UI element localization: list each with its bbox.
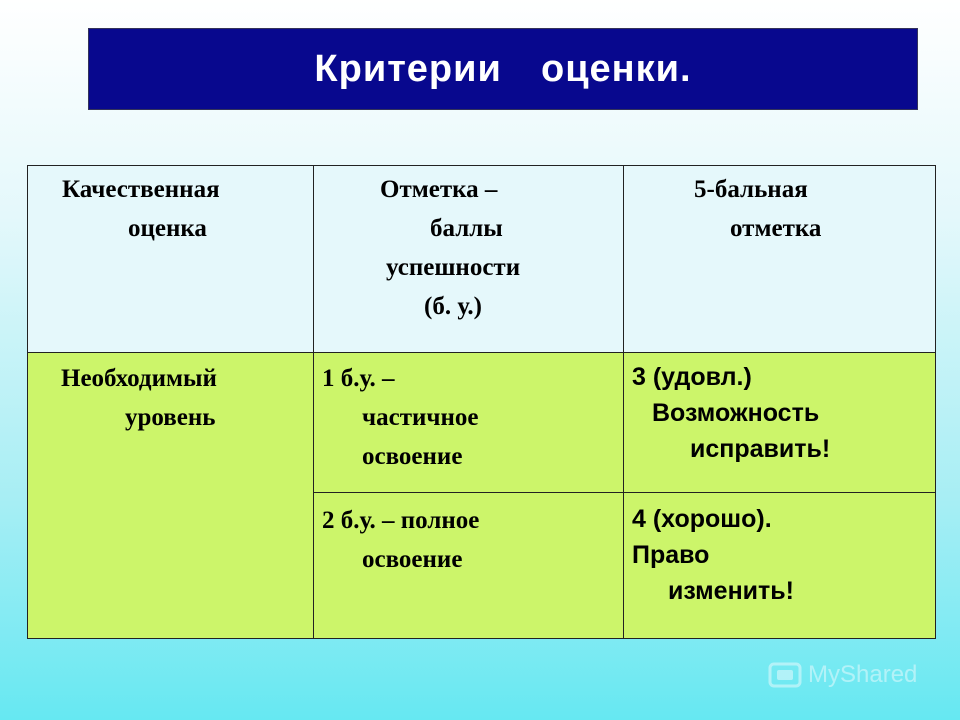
grade-text: исправить! — [690, 435, 831, 463]
header-text: оценка — [128, 215, 207, 242]
header-text: (б. у.) — [424, 293, 482, 320]
criteria-table — [27, 165, 936, 639]
watermark-text: MyShared — [808, 661, 918, 688]
score-text: 2 б.у. – полное — [322, 507, 480, 534]
score-text: освоение — [362, 546, 463, 573]
grade-cell-satisfactory — [624, 353, 936, 493]
score-text: частичное — [362, 404, 479, 431]
score-text: 1 б.у. – — [322, 365, 395, 392]
page-title: Критерии оценки. — [314, 47, 692, 90]
grade-text: изменить! — [668, 577, 794, 605]
grade-text: Возможность — [652, 399, 820, 427]
grade-text: 3 (удовл.) — [632, 363, 752, 391]
header-text: Отметка – — [380, 176, 498, 203]
header-cell-qualitative — [28, 166, 314, 353]
score-cell-full — [314, 493, 624, 639]
grade-cell-good — [624, 493, 936, 639]
header-cell-score — [314, 166, 624, 353]
level-cell — [28, 353, 314, 639]
grade-text: Право — [632, 541, 710, 569]
table-row — [28, 353, 936, 493]
header-text: Качественная — [62, 176, 220, 203]
header-text: успешности — [386, 254, 521, 281]
grade-text: 4 (хорошо). — [632, 505, 772, 533]
header-text: баллы — [430, 215, 503, 242]
header-text: отметка — [730, 215, 822, 242]
level-text: Необходимый — [61, 365, 217, 392]
score-cell-partial — [314, 353, 624, 493]
header-text: 5-бальная — [694, 176, 808, 203]
level-text: уровень — [125, 404, 216, 431]
logo-icon — [768, 660, 802, 690]
header-cell-grade — [624, 166, 936, 353]
watermark — [768, 660, 917, 690]
title-banner — [88, 28, 918, 110]
score-text: освоение — [362, 443, 463, 470]
table-header-row — [28, 166, 936, 353]
